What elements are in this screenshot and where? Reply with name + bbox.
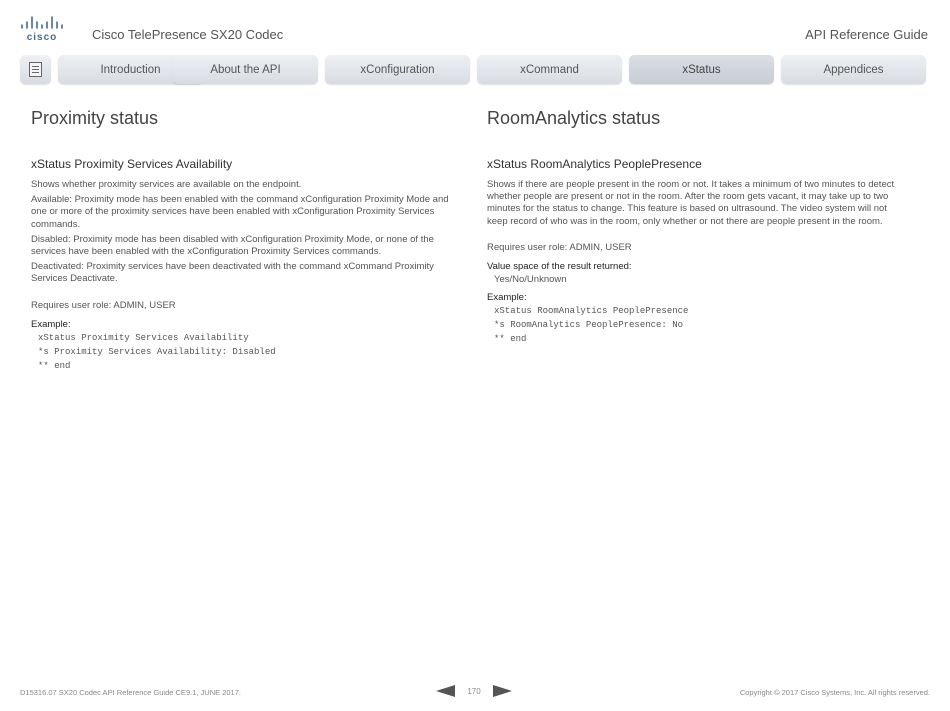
description-deactivated: Deactivated: Proximity services have been deactivated with the command xCommand Proximity Services Deactivate.	[31, 261, 434, 285]
example-code-line: ** end	[38, 360, 71, 371]
user-role: Requires user role: ADMIN, USER	[31, 299, 176, 311]
section-title: RoomAnalytics status	[487, 108, 661, 128]
page-number: 170	[467, 687, 481, 696]
previous-page-icon[interactable]	[436, 685, 455, 697]
example-code-line: *s RoomAnalytics PeoplePresence: No	[494, 320, 684, 331]
guide-title: API Reference Guide	[805, 27, 928, 42]
copyright: Copyright © 2017 Cisco Systems, Inc. All rights reserved.	[739, 688, 930, 697]
example-code-line: *s Proximity Services Availability: Disabled	[38, 346, 276, 357]
page-footer	[0, 680, 950, 705]
svg-text:cisco: cisco	[26, 32, 58, 42]
description: Shows if there are people present in the room or not. It takes a minimum of two minutes to detect whether people are present or not in the room. After the room gets vacant, it may take up to two minutes for the status to change. This feature is based on ultrasound. The video system will not keep record of who was in the room, only whether or not there are people present in the room.	[487, 179, 895, 227]
example-code-line: xStatus RoomAnalytics PeoplePresence	[494, 306, 689, 317]
pager	[436, 683, 516, 699]
tab-about-the-api[interactable]: About the API	[173, 55, 318, 84]
command-heading: xStatus RoomAnalytics PeoplePresence	[487, 157, 702, 171]
example-code-line: ** end	[494, 334, 527, 345]
tab-appendices[interactable]: Appendices	[781, 55, 926, 84]
book-icon	[29, 62, 42, 77]
tab-xconfiguration[interactable]: xConfiguration	[325, 55, 470, 84]
tab-introduction[interactable]: Introduction	[58, 55, 203, 84]
section-nav	[20, 55, 930, 85]
proximity-section	[31, 108, 463, 373]
description-available: Available: Proximity mode has been enabled with the command xConfiguration Proximity Mode and one or more of the proximity services have been enabled with xConfiguration Proximity Services commands.	[31, 194, 449, 230]
next-page-icon[interactable]	[493, 685, 512, 697]
example-code-line: xStatus Proximity Services Availability	[38, 332, 249, 343]
section-title: Proximity status	[31, 108, 159, 128]
cisco-logo	[20, 14, 64, 42]
example-label: Example:	[31, 318, 71, 330]
example-label: Example:	[487, 292, 527, 304]
tab-xcommand[interactable]: xCommand	[477, 55, 622, 84]
user-role: Requires user role: ADMIN, USER	[487, 241, 632, 253]
tab-xstatus[interactable]: xStatus	[629, 55, 774, 84]
value-space: Yes/No/Unknown	[494, 274, 567, 286]
command-heading: xStatus Proximity Services Availability	[31, 157, 233, 171]
toc-button[interactable]	[20, 55, 51, 84]
description: Shows whether proximity services are available on the endpoint.	[31, 179, 302, 190]
document-id: D15316.07 SX20 Codec API Reference Guide CE9.1, JUNE 2017.	[20, 688, 241, 697]
roomanalytics-section	[487, 108, 909, 346]
page-header	[0, 0, 950, 50]
description-disabled: Disabled: Proximity mode has been disabled with xConfiguration Proximity Mode, or none of the services have been enabled with the xConfiguration Proximity Services commands.	[31, 233, 434, 258]
product-title: Cisco TelePresence SX20 Codec	[92, 27, 284, 42]
value-space-label: Value space of the result returned:	[487, 261, 632, 273]
